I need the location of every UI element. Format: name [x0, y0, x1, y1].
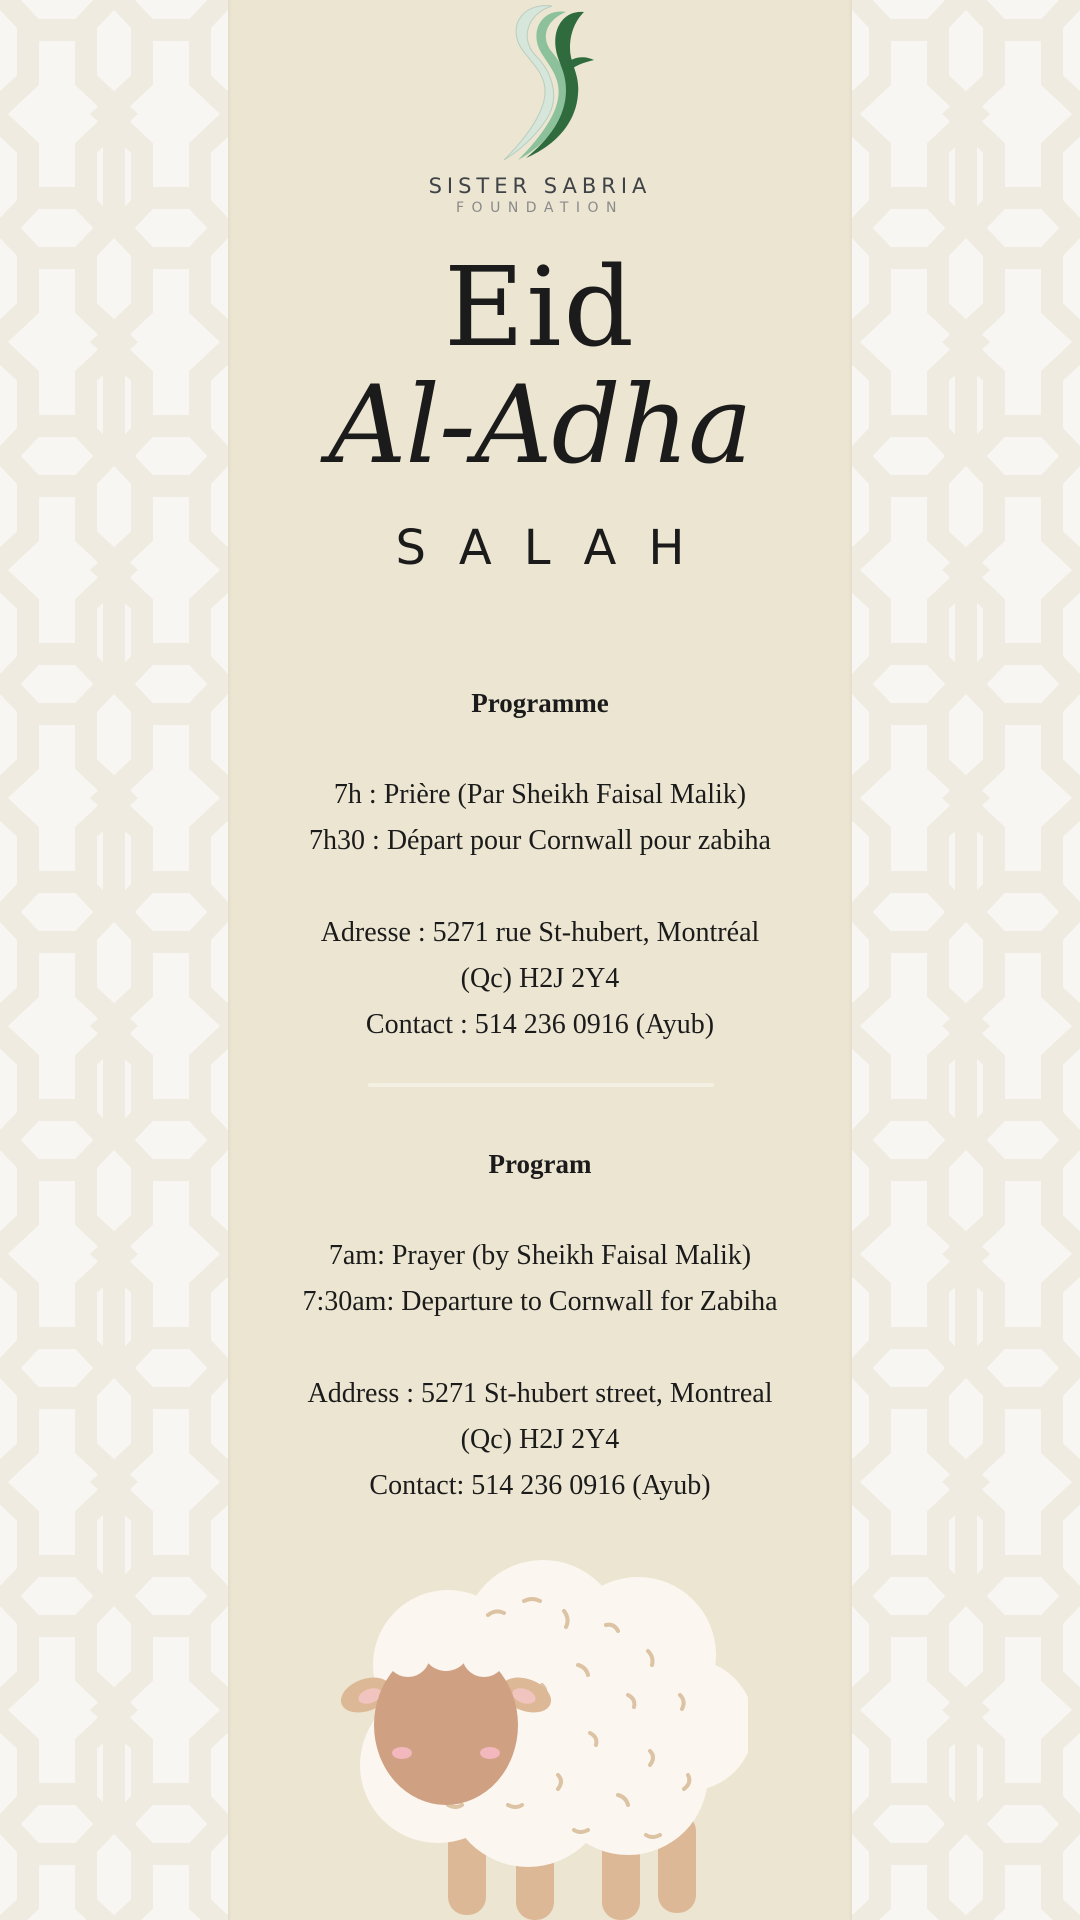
french-line-departure: 7h30 : Départ pour Cornwall pour zabiha	[309, 825, 771, 856]
french-line-prayer: 7h : Prière (Par Sheikh Faisal Malik)	[333, 779, 747, 810]
section-divider	[368, 1083, 714, 1087]
english-program-heading: Program	[488, 1149, 592, 1179]
subtitle-salah: SALAH	[395, 520, 717, 576]
star-pattern-icon	[0, 0, 228, 1920]
english-line-postal: (Qc) H2J 2Y4	[460, 1424, 620, 1455]
flyer-panel	[228, 0, 852, 1920]
foundation-subtitle: FOUNDATION	[456, 200, 624, 216]
foundation-name: SISTER SABRIA	[428, 174, 652, 198]
background-pattern-right	[852, 0, 1080, 1920]
english-line-address: Address : 5271 St-hubert street, Montreal	[307, 1378, 773, 1409]
sheep-illustration-icon	[328, 1555, 748, 1920]
french-program-heading: Programme	[471, 688, 609, 718]
english-line-departure: 7:30am: Departure to Cornwall for Zabiha	[302, 1286, 778, 1317]
star-pattern-icon	[852, 0, 1080, 1920]
foundation-logo	[228, 0, 852, 225]
background-pattern-left	[0, 0, 228, 1920]
french-line-postal: (Qc) H2J 2Y4	[460, 963, 620, 994]
english-line-prayer: 7am: Prayer (by Sheikh Faisal Malik)	[328, 1240, 752, 1271]
french-line-address: Adresse : 5271 rue St-hubert, Montréal	[320, 917, 760, 948]
french-line-contact: Contact : 514 236 0916 (Ayub)	[365, 1009, 715, 1040]
english-line-contact: Contact: 514 236 0916 (Ayub)	[369, 1470, 711, 1501]
sister-sabria-logo-icon	[490, 0, 600, 170]
title-al-adha: Al-Adha	[328, 363, 752, 488]
title-eid: Eid	[444, 243, 636, 371]
